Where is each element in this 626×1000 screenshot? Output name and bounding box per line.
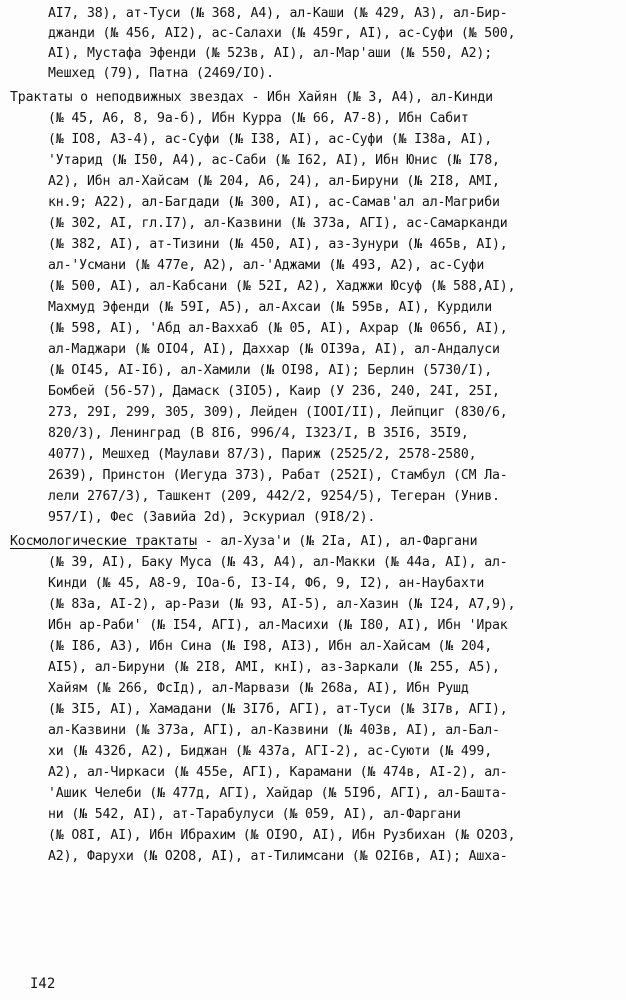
text-line: (№ 3I5, AI), Хамадани (№ 3I7б, AГI), ат-Туси (№ 3I7в, AГI),: [48, 702, 508, 717]
text-line: ни (№ 542, AI), ат-Тарабулуси (№ 059, AI), ал-Фаргани: [48, 807, 461, 822]
text-line: 2639), Принстон (Иегуда 373), Рабат (252I), Стамбул (СМ Ла-: [48, 468, 508, 483]
text-line: хи (№ 432б, A2), Биджан (№ 437а, AГI-2), ас-Суюти (№ 499,: [48, 744, 493, 759]
text-line: Ибн ар-Раби' (№ I54, AГI), ал-Масихи (№ I80, AI), Ибн 'Ирак: [48, 618, 508, 633]
text-line: (№ 500, AI), ал-Кабсани (№ 52I, A2), Хаджжи Юсуф (№ 588,AI),: [48, 279, 516, 294]
text-line: 820/3), Ленинград (В 8I6, 996/4, I323/I, В 35I6, 35I9,: [48, 426, 469, 441]
text-line: Бомбей (56-57), Дамаск (3IO5), Каир (У 236, 240, 24I, 25I,: [48, 384, 500, 399]
text-line: ал-Маджари (№ OIO4, AI), Даххар (№ OI39а, AI), ал-Андалуси: [48, 342, 500, 357]
text-line: ал-'Усмани (№ 477е, A2), ал-'Аджами (№ 493, A2), ас-Суфи: [48, 258, 485, 273]
text-line: (№ 598, AI), 'Абд ал-Ваххаб (№ 05, AI), Ахрар (№ 065б, AI),: [48, 321, 508, 336]
text-line: 957/I), Фес (Завийа 2d), Эскуриал (9I8/2).: [48, 510, 376, 525]
text-line: Мешхед (79), Патна (2469/IO).: [48, 66, 274, 81]
text-line: (№ 302, AI, гл.I7), ал-Казвини (№ 373а, AГI), ас-Самарканди: [48, 216, 508, 231]
text-line: A2), Фарухи (№ O2O8, AI), ат-Тилимсани (№ O2I6в, AI); Ашха-: [48, 849, 508, 864]
section-intro-line: Трактаты о неподвижных звездах - Ибн Хайян (№ 3, A4), ал-Кинди: [10, 90, 493, 105]
text-line: 273, 29I, 299, 305, 309), Лейден (IOOI/II), Лейпциг (830/6,: [48, 405, 508, 420]
section-line-text: - ал-Хуза'и (№ 2Iа, AI), ал-Фаргани: [196, 534, 478, 549]
text-line: Кинди (№ 45, A8-9, IOа-б, I3-I4, Ф6, 9, I2), ан-Наубахти: [48, 576, 485, 591]
text-line: 4077), Мешхед (Маулави 87/3), Париж (2525/2, 2578-2580,: [48, 447, 477, 462]
text-line: Хайям (№ 266, ФсIд), ал-Марвази (№ 268а, AI), Ибн Рушд: [48, 681, 469, 696]
text-line: AI5), ал-Бируни (№ 2I8, AMI, кнI), аз-Заркали (№ 255, A5),: [48, 660, 500, 675]
text-line: (№ 83а, AI-2), ар-Рази (№ 93, AI-5), ал-Хазин (№ I24, A7,9),: [48, 597, 516, 612]
section-heading-cosmology: Космологические трактаты: [10, 534, 197, 549]
text-line: A2), ал-Чиркаси (№ 455е, AГI), Карамани (№ 474в, AI-2), ал-: [48, 765, 508, 780]
text-line: Махмуд Эфенди (№ 59I, A5), ал-Ахсаи (№ 595в, AI), Курдили: [48, 300, 493, 315]
text-line: 'Утарид (№ I50, A4), ас-Саби (№ I62, AI), Ибн Юнис (№ I78,: [48, 153, 500, 168]
cosmology-section-line: [10, 532, 477, 552]
text-line: AI7, 38), ат-Туси (№ 368, A4), ал-Каши (№ 429, A3), ал-Бир-: [48, 6, 508, 21]
text-line: A2), Ибн ал-Хайсам (№ 204, A6, 24), ал-Бируни (№ 2I8, AMI,: [48, 174, 500, 189]
text-line: джанди (№ 456, AI2), ас-Салахи (№ 459г, AI), ас-Суфи (№ 500,: [48, 26, 516, 41]
text-line: (№ O8I, AI), Ибн Ибрахим (№ OI9O, AI), Ибн Рузбихан (№ O2O3,: [48, 828, 516, 843]
text-line: (№ 39, AI), Баку Муса (№ 43, A4), ал-Макки (№ 44а, AI), ал-: [48, 555, 508, 570]
text-line: 'Ашик Челеби (№ 477д, AГI), Хайдар (№ 5I9б, AГI), ал-Баштa-: [48, 786, 508, 801]
text-line: (№ 45, A6, 8, 9а-б), Ибн Курра (№ 66, A7-8), Ибн Сабит: [48, 111, 469, 126]
text-line: лели 2767/3), Ташкент (209, 442/2, 9254/5), Тегеран (Унив.: [48, 489, 500, 504]
text-line: кн.9; A22), ал-Багдади (№ 300, AI), ас-Самав'ал ал-Магриби: [48, 195, 500, 210]
text-line: AI), Мустафа Эфенди (№ 523в, AI), ал-Мар'аши (№ 550, A2);: [48, 46, 493, 61]
page-number: I42: [30, 976, 56, 992]
text-line: (№ IO8, A3-4), ас-Суфи (№ I38, AI), ас-Суфи (№ I38а, AI),: [48, 132, 493, 147]
text-line: (№ OI45, AI-Iб), ал-Хамили (№ OI98, AI); Берлин (5730/I),: [48, 363, 493, 378]
text-line: ал-Казвини (№ 373а, AГI), ал-Казвини (№ 403в, AI), ал-Бал-: [48, 723, 500, 738]
text-line: (№ I86, A3), Ибн Сина (№ I98, AI3), Ибн ал-Хайсам (№ 204,: [48, 639, 493, 654]
text-line: (№ 382, AI), ат-Тизини (№ 450, AI), аз-Зунури (№ 465в, AI),: [48, 237, 508, 252]
